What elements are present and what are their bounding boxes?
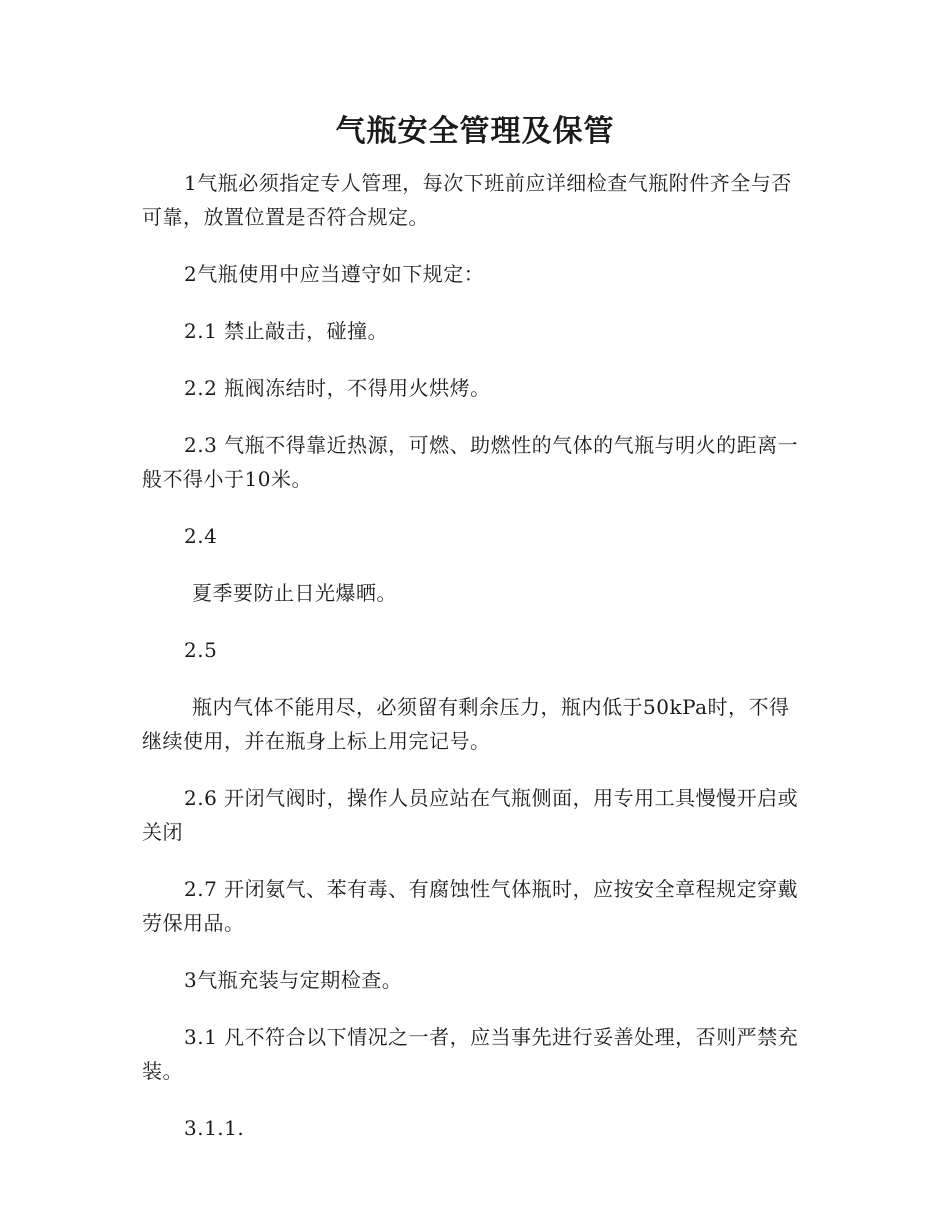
paragraph-2-6: 2.6 开闭气阀时，操作人员应站在气瓶侧面，用专用工具慢慢开启或关闭 [142, 786, 799, 844]
paragraph-3: 3气瓶充装与定期检查。 [184, 968, 403, 992]
document-title: 气瓶安全管理及保管 [335, 114, 615, 149]
paragraph-2-1: 2.1 禁止敲击，碰撞。 [184, 319, 389, 343]
paragraph-3-1-1: 3.1.1. [184, 1116, 245, 1140]
paragraph-2: 2气瓶使用中应当遵守如下规定： [184, 262, 485, 286]
paragraph-3-1: 3.1 凡不符合以下情况之一者，应当事先进行妥善处理，否则严禁充装。 [142, 1025, 799, 1083]
paragraph-2-7: 2.7 开闭氨气、苯有毒、有腐蚀性气体瓶时，应按安全章程规定穿戴劳保用品。 [142, 877, 799, 935]
paragraph-2-5-number: 2.5 [184, 638, 218, 662]
paragraph-2-5-text: 瓶内气体不能用尽，必须留有剩余压力，瓶内低于50kPa时，不得继续使用，并在瓶身上标上用完记号。 [142, 695, 790, 753]
paragraph-1: 1气瓶必须指定专人管理，每次下班前应详细检查气瓶附件齐全与否可靠，放置位置是否符合规定。 [142, 171, 792, 229]
paragraph-2-4-text: 夏季要防止日光爆晒。 [192, 581, 397, 605]
document-body [142, 166, 808, 1168]
paragraph-2-2: 2.2 瓶阀冻结时，不得用火烘烤。 [184, 376, 491, 400]
paragraph-2-4-number: 2.4 [184, 524, 218, 548]
paragraph-2-3: 2.3 气瓶不得靠近热源，可燃、助燃性的气体的气瓶与明火的距离一般不得小于10米。 [142, 433, 799, 491]
